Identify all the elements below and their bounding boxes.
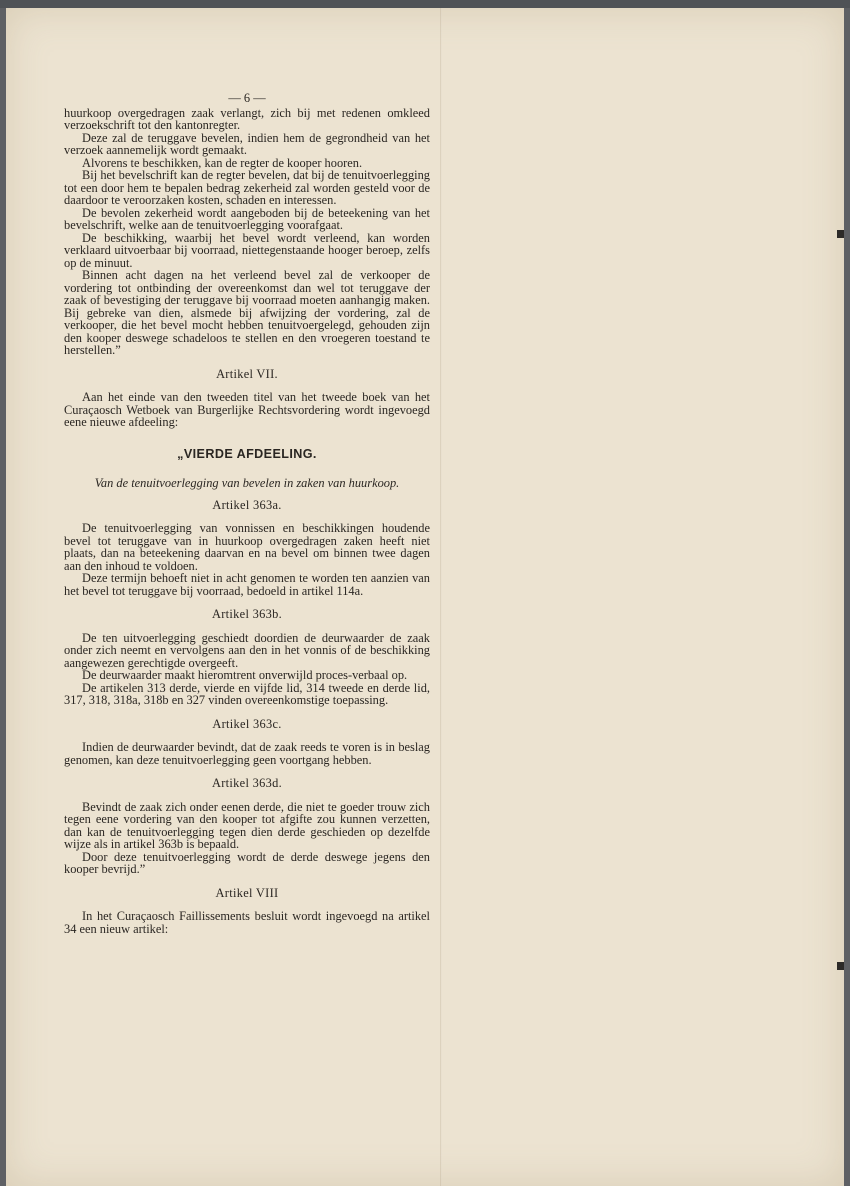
edge-mark-top bbox=[837, 230, 844, 238]
article-363b-paragraph: De artikelen 313 derde, vierde en vijfde lid, 314 tweede en derde lid, 317, 318, 318a, 318b en 327 vinden overeenkomstige toepassing. bbox=[64, 680, 430, 707]
article-363a-paragraph: Deze termijn behoeft niet in acht genomen te worden ten aanzien van het bevel tot teruggave bij voorraad, bedoeld in artikel 114a. bbox=[64, 571, 430, 598]
paragraph: De beschikking, waarbij het bevel wordt verleend, kan worden verklaard uitvoerbaar bij voorraad, niettegenstaande hooger beroep, zelfs op de minuut. bbox=[64, 230, 430, 270]
paragraph: Deze zal de teruggave bevelen, indien hem de gegrondheid van het verzoek aannemelijk wordt gemaakt. bbox=[64, 130, 430, 157]
article-363c-paragraph: Indien de deurwaarder bevindt, dat de zaak reeds te voren is in beslag genomen, kan deze tenuitvoerlegging geen voortgang hebben. bbox=[64, 740, 430, 767]
article-363b-heading: Artikel 363b. bbox=[212, 607, 282, 621]
paragraph: Binnen acht dagen na het verleend bevel zal de verkooper de vordering tot ontbinding der overeenkomst dan wel tot teruggave der zaak of bevestiging der teruggave bij voorraad moeten aanhangig maken. Bij gebreke van dien, alsmede bij afwijzing der vordering, zal de verkooper, die het bevel mocht hebben tenuitvoergelegd, gehouden zijn den kooper deswege schadeloos te stellen en den vroegeren toestand te herstellen.” bbox=[64, 268, 430, 357]
article-363d-paragraph: Door deze tenuitvoerlegging wordt de derde deswege jegens den kooper bevrijd.” bbox=[64, 849, 430, 876]
page-fold bbox=[440, 8, 442, 1186]
article-363b-paragraph: De ten uitvoerlegging geschiedt doordien de deurwaarder de zaak onder zich neemt en vervolgens aan den in het vonnis of de beschikking aangewezen gerechtigde overgeeft. bbox=[64, 630, 430, 670]
article-363a-paragraph: De tenuitvoerlegging van vonnissen en beschikkingen houdende bevel tot teruggave van in huurkoop overgedragen zaken heeft niet plaats, dan na beteekening daarvan en na bevel om binnen twee dagen aan den inhoud te voldoen. bbox=[64, 521, 430, 573]
article-363a-heading: Artikel 363a. bbox=[212, 497, 282, 512]
top-border bbox=[0, 0, 850, 8]
section-heading: „VIERDE AFDEELING. bbox=[177, 446, 317, 461]
article-363d-paragraph: Bevindt de zaak zich onder eenen derde, die niet te goeder trouw zich tegen eene vordering van den kooper tot afgifte zou kunnen verzetten, dan kan de tenuitvoerlegging tegen dien derde geschieden op dezelfde wijze als in artikel 363b is bepaald. bbox=[64, 799, 430, 851]
article-7-heading: Artikel VII. bbox=[216, 366, 278, 381]
article-363d-heading: Artikel 363d. bbox=[212, 776, 282, 790]
section-subtitle: Van de tenuitvoerlegging van bevelen in zaken van huurkoop. bbox=[94, 476, 400, 490]
paragraph: huurkoop overgedragen zaak verlangt, zich bij met redenen omkleed verzoekschrift tot den kantonregter. bbox=[64, 105, 430, 132]
paragraph: De bevolen zekerheid wordt aangeboden bij de beteekening van het bevelschrift, welke aan de tenuitvoerlegging voorafgaat. bbox=[64, 205, 430, 232]
article-363c-heading: Artikel 363c. bbox=[212, 716, 282, 731]
article-7-text: Aan het einde van den tweeden titel van het tweede boek van het Curaçaosch Wetboek van Burgerlijke Rechtsvordering wordt ingevoegd eene nieuwe afdeeling: bbox=[64, 390, 430, 429]
paragraph: Bij het bevelschrift kan de regter bevelen, dat bij de tenuitvoerlegging tot een door hem te bepalen bedrag zekerheid zal worden gesteld voor de daardoor te veroorzaken kosten, schaden en interessen. bbox=[64, 168, 430, 207]
page-number: — 6 — bbox=[228, 91, 266, 105]
article-363b-paragraph: De deurwaarder maakt hieromtrent onverwijld proces-verbaal op. bbox=[82, 668, 408, 682]
edge-mark-bottom bbox=[837, 962, 844, 970]
page-content bbox=[64, 92, 430, 935]
paragraph: Alvorens te beschikken, kan de regter de kooper hooren. bbox=[82, 155, 363, 170]
article-8-text: In het Curaçaosch Faillissements besluit wordt ingevoegd na artikel 34 een nieuw artikel: bbox=[64, 909, 430, 936]
article-8-heading: Artikel VIII bbox=[215, 885, 279, 900]
document-page bbox=[6, 8, 844, 1186]
